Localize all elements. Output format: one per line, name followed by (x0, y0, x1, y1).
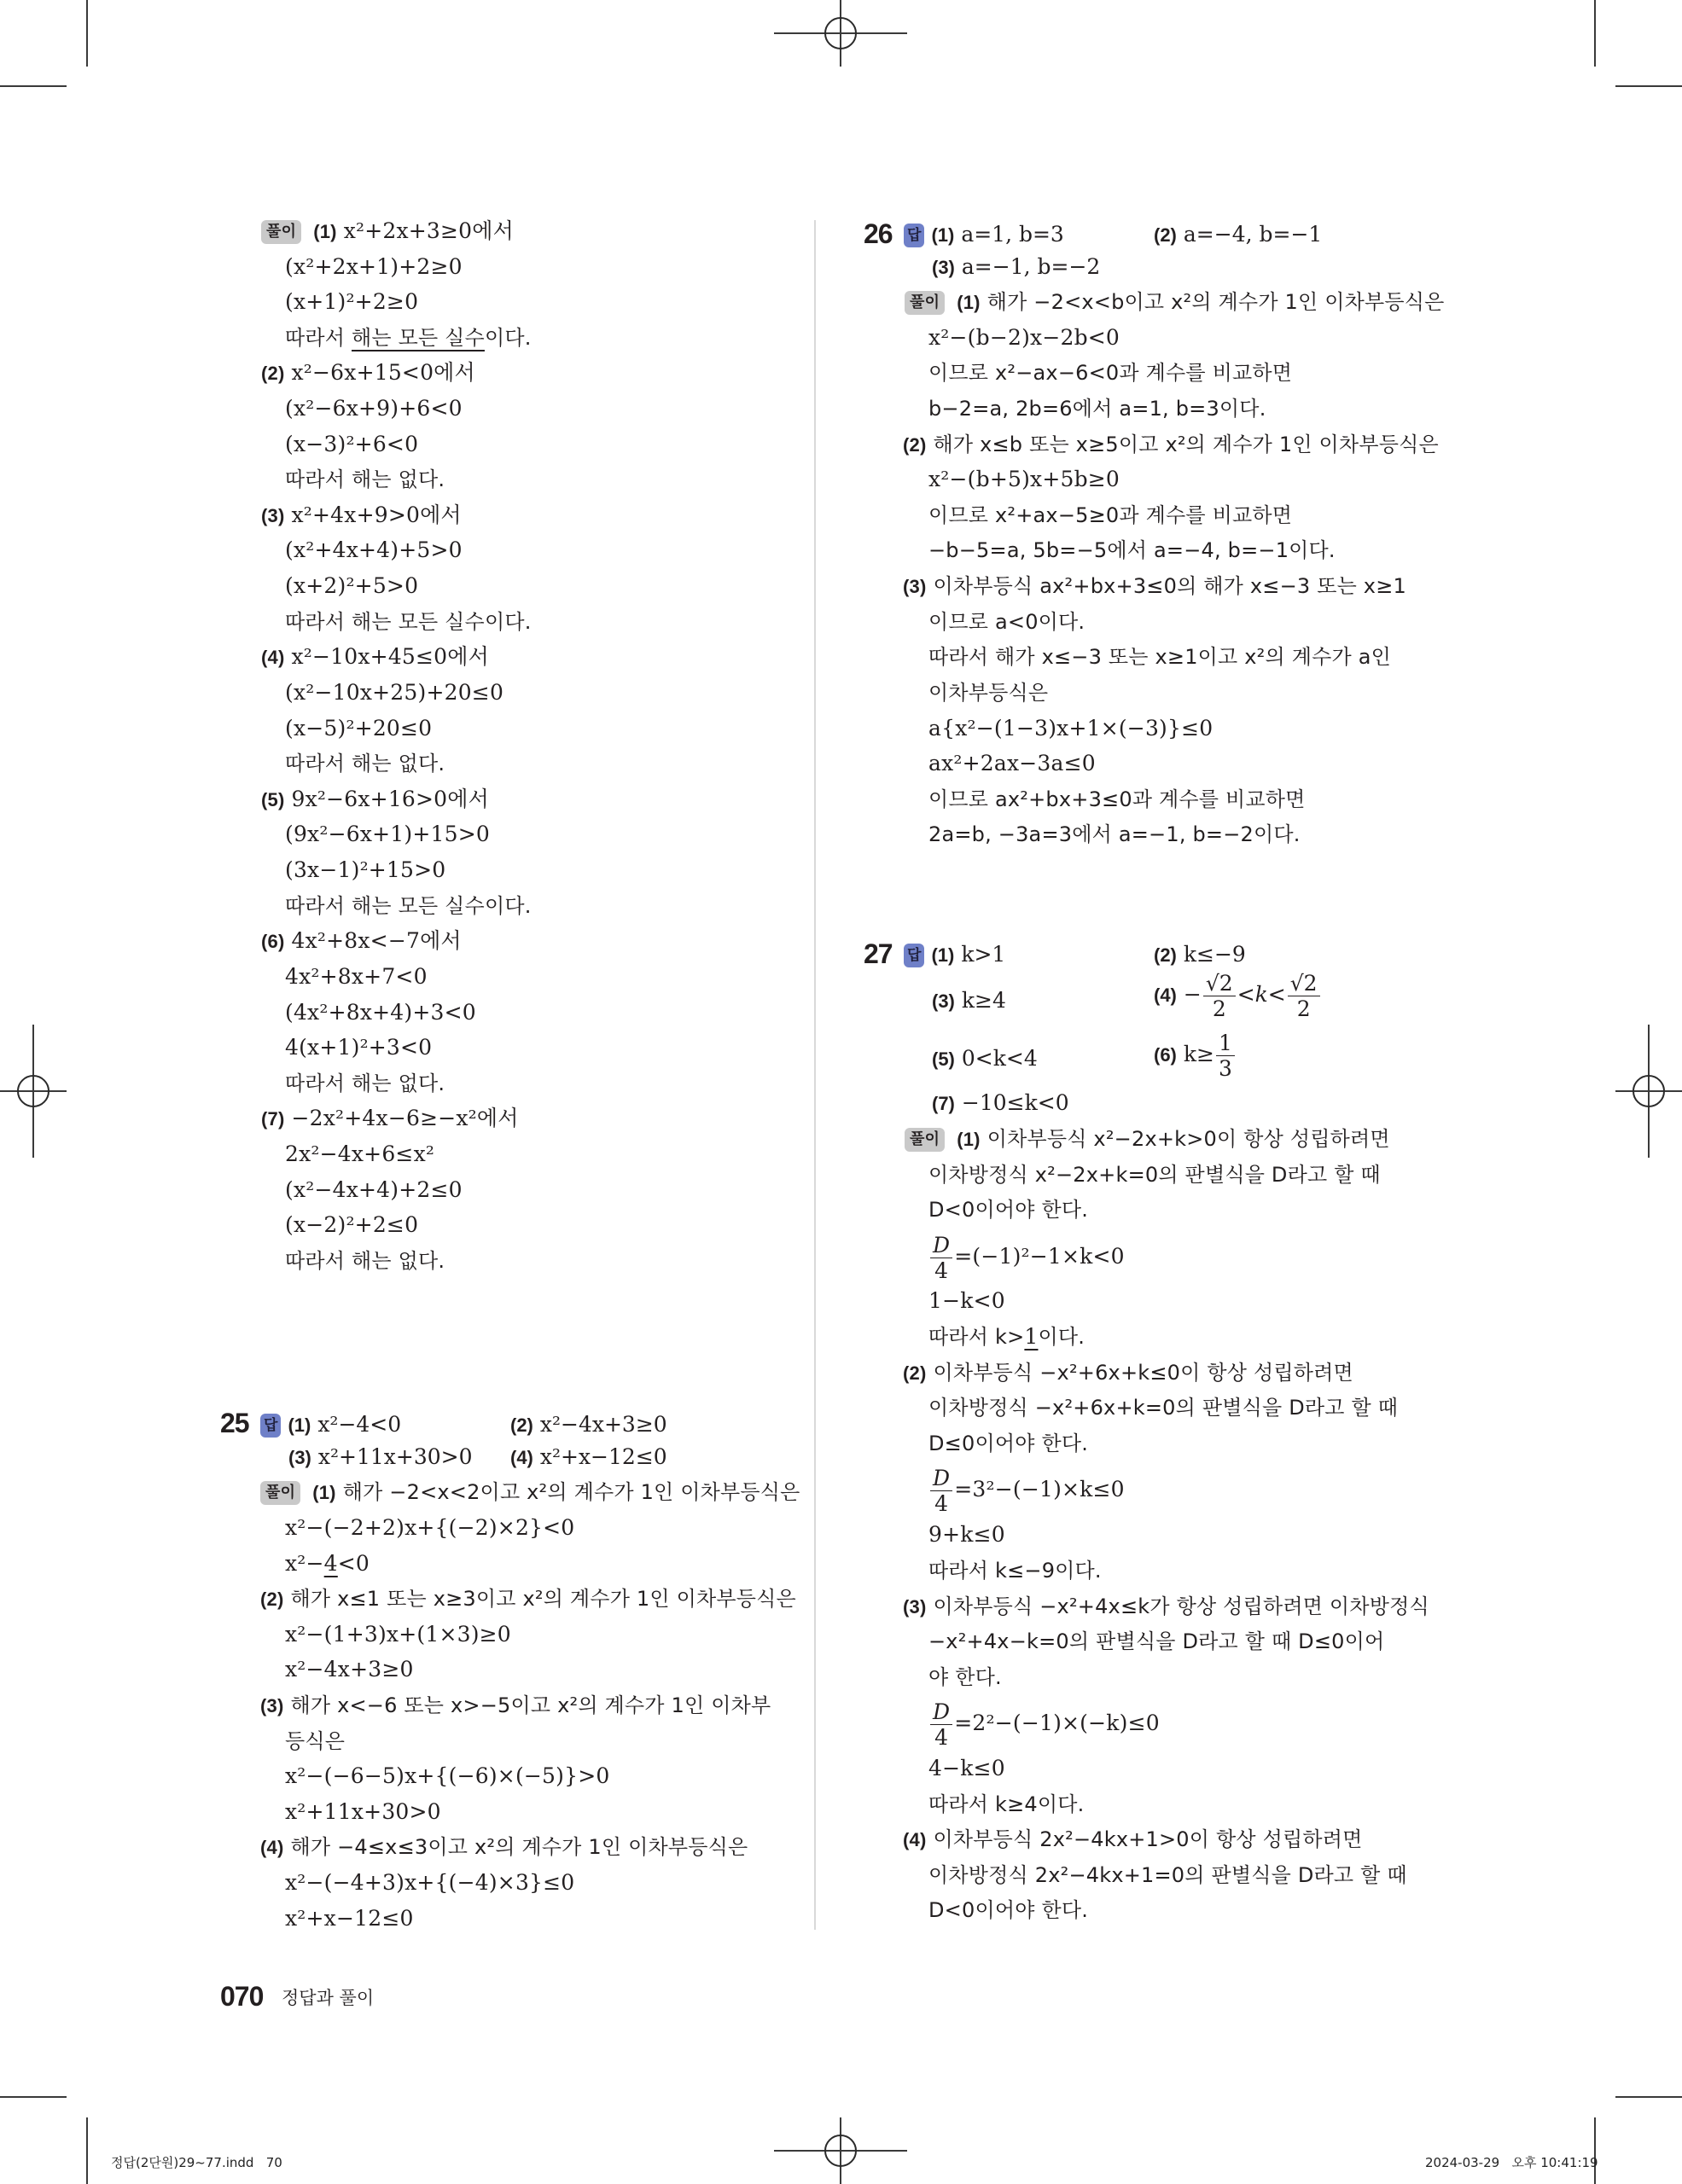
answer-item: (2) a=−4, b=−1 (1154, 222, 1323, 247)
solution-line: 4(x+1)²+3<0 (285, 1035, 433, 1060)
answer-item: (7) −10≤k<0 (932, 1090, 1069, 1115)
solution-line: 이차방정식 −x²+6x+k=0의 판별식을 D라고 할 때 (928, 1396, 1399, 1420)
solution-line: 야 한다. (928, 1665, 1002, 1689)
answer-item: (3) k≥4 (932, 988, 1006, 1013)
solution-line: x²+11x+30>0 (285, 1799, 441, 1824)
solution-line: x²−4x+3≥0 (285, 1657, 414, 1682)
column-divider (814, 220, 816, 1930)
solution-conclusion: 따라서 해는 모든 실수이다. (285, 326, 532, 350)
crop-mark-top-right-v (1594, 0, 1596, 67)
solution-line: (3x−1)²+15>0 (285, 857, 446, 882)
solution-line: 등식은 (285, 1729, 346, 1753)
solution-line: (x−2)²+2≤0 (285, 1212, 419, 1237)
print-slug-timestamp: 2024-03-29 오후 10:41:19 (1425, 2155, 1598, 2170)
solution-line: $\frac{D}{4}$ =(−1)²−1×k<0 (928, 1234, 1125, 1281)
solution-line: 이차방정식 2x²−4kx+1=0의 판별식을 D라고 할 때 (928, 1863, 1407, 1887)
solution-line: (3) 해가 x<−6 또는 x>−5이고 x²의 계수가 1인 이차부 (260, 1693, 771, 1717)
crop-mark-bottom-left-h (0, 2096, 67, 2098)
fraction: $\frac{D}{4}$ (930, 1467, 952, 1514)
solution-conclusion: 따라서 k≥4이다. (928, 1792, 1085, 1816)
solution-line: −x²+4x−k=0의 판별식을 D라고 할 때 D≤0이어 (928, 1629, 1385, 1653)
solution-line: x²+x−12≤0 (285, 1906, 414, 1931)
solution-line: D≤0이어야 한다. (928, 1432, 1089, 1455)
solution-badge: 풀이 (905, 1128, 945, 1152)
solution-line: 9+k≤0 (928, 1522, 1005, 1547)
crop-mark-top-left-v (86, 0, 88, 67)
solution-badge: 풀이 (905, 291, 945, 315)
solution-line: 따라서 해가 x≤−3 또는 x≥1이고 x²의 계수가 a인 (928, 645, 1391, 669)
solution-conclusion: 따라서 해는 없다. (285, 1072, 445, 1095)
solution-line: x²−(−4+3)x+{(−4)×3}≤0 (285, 1870, 575, 1895)
solution-line: (x+2)²+5>0 (285, 573, 419, 598)
solution-line: 풀이 (1) x²+2x+3≥0에서 (261, 217, 514, 247)
solution-line: ax²+2ax−3a≤0 (928, 751, 1096, 775)
solution-line: (x−5)²+20≤0 (285, 716, 433, 741)
solution-conclusion: 따라서 해는 없다. (285, 468, 445, 491)
solution-conclusion: 따라서 해는 모든 실수이다. (285, 894, 532, 918)
solution-line: (x²+4x+4)+5>0 (285, 537, 463, 562)
solution-line: (4x²+8x+4)+3<0 (285, 1000, 476, 1025)
solution-line: (2) 해가 x≤b 또는 x≥5이고 x²의 계수가 1인 이차부등식은 (903, 433, 1439, 456)
underlined-answer: 해는 모든 실수 (351, 326, 485, 350)
solution-line: b−2=a, 2b=6에서 a=1, b=3이다. (928, 397, 1266, 421)
solution-line: 이므로 a<0이다. (928, 610, 1085, 634)
solution-line: (3) 이차부등식 ax²+bx+3≤0의 해가 x≤−3 또는 x≥1 (903, 574, 1406, 598)
crop-mark-bottom-left-v (86, 2117, 88, 2184)
solution-line: D<0이어야 한다. (928, 1898, 1089, 1922)
answer-item: 답 (1) a=1, b=3 (904, 220, 1064, 250)
solution-conclusion: 따라서 해는 모든 실수이다. (285, 610, 532, 634)
answer-badge: 답 (904, 224, 924, 247)
solution-badge: 풀이 (260, 1481, 300, 1505)
crop-mark-top-left-h (0, 85, 67, 87)
solution-line: 4x²+8x+7<0 (285, 964, 428, 989)
solution-line: x²−(b+5)x+5b≥0 (928, 467, 1120, 491)
solution-line: 풀이 (1) 해가 −2<x<b이고 x²의 계수가 1인 이차부등식은 (905, 288, 1445, 317)
solution-badge: 풀이 (261, 220, 301, 244)
crop-mark-bottom-right-h (1615, 2096, 1682, 2098)
solution-line: 이차부등식은 (928, 681, 1049, 705)
solution-line: 2a=b, −3a=3에서 a=−1, b=−2이다. (928, 822, 1301, 846)
crop-mark-bottom-right-v (1594, 2117, 1596, 2184)
solution-line: −b−5=a, 5b=−5에서 a=−4, b=−1이다. (928, 538, 1336, 562)
solution-line: (4) 해가 −4≤x≤3이고 x²의 계수가 1인 이차부등식은 (260, 1835, 748, 1859)
solution-line: (x²−4x+4)+2≤0 (285, 1177, 463, 1202)
solution-line: (7) −2x²+4x−6≥−x²에서 (261, 1106, 519, 1130)
answer-badge: 답 (904, 944, 924, 967)
solution-conclusion: 따라서 k>1이다. (928, 1324, 1085, 1349)
fraction: $\frac{√2}{2}$ (1203, 973, 1236, 1019)
solution-line: (2) 이차부등식 −x²+6x+k≤0이 항상 성립하려면 (903, 1361, 1353, 1385)
solution-line: (x²−10x+25)+20≤0 (285, 680, 504, 705)
solution-line: (2) 해가 x≤1 또는 x≥3이고 x²의 계수가 1인 이차부등식은 (260, 1587, 796, 1611)
solution-line: D<0이어야 한다. (928, 1198, 1089, 1222)
part-label: (1) (313, 221, 337, 242)
underlined-answer: 4 (323, 1551, 338, 1576)
print-slug-file: 정답(2단원)29~77.indd 70 (111, 2155, 282, 2170)
answer-item: (5) 0<k<4 (932, 1046, 1038, 1071)
solution-line: a{x²−(1−3)x+1×(−3)}≤0 (928, 716, 1213, 741)
solution-line: (6) 4x²+8x<−7에서 (261, 928, 462, 953)
solution-line: (3) 이차부등식 −x²+4x≤k가 항상 성립하려면 이차방정식 (903, 1594, 1429, 1618)
solution-line: (4) 이차부등식 2x²−4kx+1>0이 항상 성립하려면 (903, 1827, 1363, 1851)
fraction: $\frac{√2}{2}$ (1288, 973, 1320, 1019)
solution-line: 이므로 x²+ax−5≥0과 계수를 비교하면 (928, 503, 1293, 527)
solution-line: $\frac{D}{4}$ =2²−(−1)×(−k)≤0 (928, 1701, 1160, 1748)
problem-number: 25 (220, 1408, 249, 1438)
answer-item: (3) x²+11x+30>0 (288, 1444, 473, 1469)
solution-conclusion: 따라서 해는 없다. (285, 1249, 445, 1273)
solution-line: 1−k<0 (928, 1288, 1005, 1313)
solution-conclusion: 따라서 해는 없다. (285, 752, 445, 775)
answer-item: 답 (1) x²−4<0 (260, 1410, 401, 1440)
solution-line: x²−4<0 (285, 1551, 370, 1576)
page-number: 070 (220, 1981, 264, 2012)
solution-line: x²−(−6−5)x+{(−6)×(−5)}>0 (285, 1763, 610, 1788)
answer-item: (3) a=−1, b=−2 (932, 254, 1101, 279)
section-title: 정답과 풀이 (282, 1988, 375, 2008)
answer-item: (6) k≥ $\frac{1}{3}$ (1154, 1032, 1237, 1079)
solution-conclusion: 따라서 k≤−9이다. (928, 1559, 1102, 1583)
crop-mark-top-right-h (1615, 85, 1682, 87)
answer-badge: 답 (260, 1414, 281, 1438)
solution-line: x²−(1+3)x+(1×3)≥0 (285, 1622, 511, 1647)
problem-number: 26 (864, 218, 893, 249)
answer-item: (4) − $\frac{√2}{2}$ <k< $\frac{√2}{2}$ (1154, 973, 1322, 1019)
solution-line: (3) x²+4x+9>0에서 (261, 502, 462, 527)
solution-line: 이므로 x²−ax−6<0과 계수를 비교하면 (928, 361, 1293, 385)
solution-line: x²−(−2+2)x+{(−2)×2}<0 (285, 1515, 575, 1540)
solution-line: (9x²−6x+1)+15>0 (285, 822, 490, 846)
solution-line: (5) 9x²−6x+16>0에서 (261, 787, 489, 811)
solution-line: 2x²−4x+6≤x² (285, 1141, 435, 1166)
fraction: $\frac{D}{4}$ (930, 1701, 952, 1748)
answer-item: (2) x²−4x+3≥0 (510, 1412, 667, 1437)
solution-line: x²−(b−2)x−2b<0 (928, 325, 1120, 350)
answer-item: (4) x²+x−12≤0 (510, 1444, 667, 1469)
solution-line: (4) x²−10x+45≤0에서 (261, 644, 489, 669)
solution-line: (x−3)²+6<0 (285, 432, 419, 456)
answer-item: 답 (1) k>1 (904, 940, 1005, 970)
problem-number: 27 (864, 938, 893, 969)
solution-line: (x²+2x+1)+2≥0 (285, 254, 463, 279)
answer-item: (2) k≤−9 (1154, 942, 1246, 967)
solution-line: (2) x²−6x+15<0에서 (261, 360, 475, 385)
underlined-answer: 1 (1024, 1324, 1039, 1349)
solution-line: $\frac{D}{4}$ =3²−(−1)×k≤0 (928, 1467, 1125, 1514)
solution-line: 이차방정식 x²−2x+k=0의 판별식을 D라고 할 때 (928, 1163, 1381, 1187)
solution-line: 이므로 ax²+bx+3≤0과 계수를 비교하면 (928, 787, 1306, 811)
solution-line: (x²−6x+9)+6<0 (285, 396, 463, 421)
solution-line: 풀이 (1) 해가 −2<x<2이고 x²의 계수가 1인 이차부등식은 (260, 1478, 800, 1507)
solution-line: 풀이 (1) 이차부등식 x²−2x+k>0이 항상 성립하려면 (905, 1124, 1390, 1154)
solution-line: (x+1)²+2≥0 (285, 289, 419, 314)
solution-line: 4−k≤0 (928, 1756, 1005, 1780)
fraction: $\frac{1}{3}$ (1216, 1032, 1235, 1079)
fraction: $\frac{D}{4}$ (930, 1234, 952, 1281)
